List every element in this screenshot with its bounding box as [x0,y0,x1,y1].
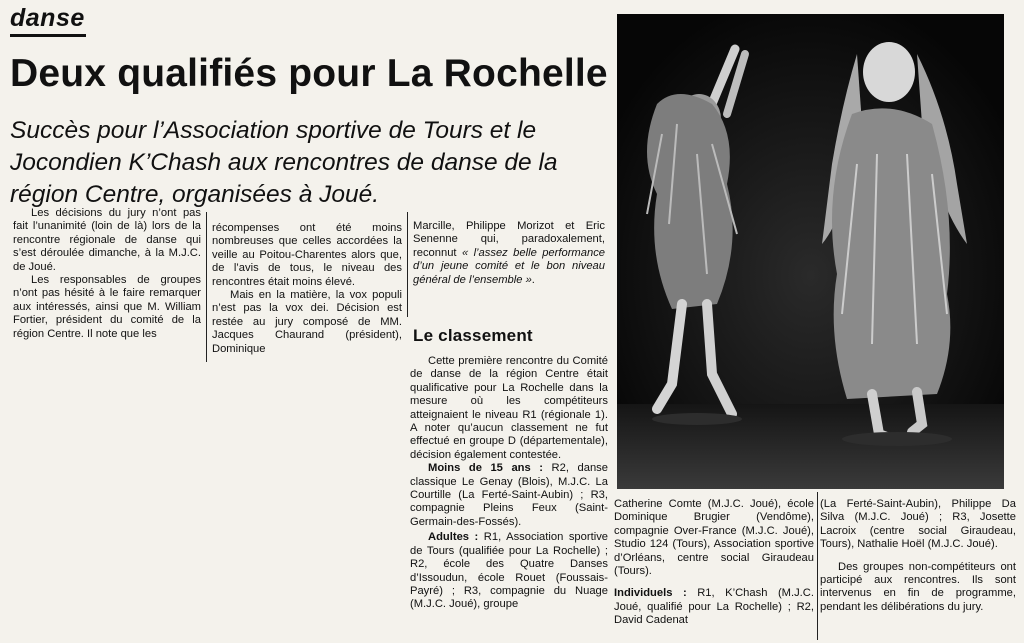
classement-adultes [410,531,608,611]
paragraph-end: . [531,273,535,286]
dancers-illustration [617,14,1004,489]
paragraph: récompenses ont été moins nombreuses que celles accordées la veille au Poitou-Charentes alors que, de l’avis de tous, le niveau des rencontres était moins élevé. [212,222,402,288]
paragraph [413,220,605,287]
article-column-1 [13,207,201,341]
column-rule [206,212,207,362]
article-column-2 [212,222,402,356]
classement-intro: Cette première rencontre du Comité de danse de la région Centre était qualificative pour La Rochelle dans la mesure où les compétiteurs atteignaient le niveau R1 (régionale 1). A noter qu’aucun classement ne fut effectué en groupe D (départementale), décision également contestée. [410,355,608,461]
paragraph: Des groupes non-compétiteurs ont participé aux rencontres. Ils sont intervenus en fin de programme, pendant les délibérations du jury. [820,560,1016,613]
paragraph: Les décisions du jury n’ont pas fait l’unanimité (loin de là) lors de la rencontre régionale de danse qui s’est déroulée dimanche, à la M.J.C. de Joué. [13,207,201,273]
jury-quote: « l’assez belle performance d’un jeune comité et le bon niveau général de l’ensemble » [413,246,606,286]
classement-heading: Le classement [413,326,533,345]
paragraph: Catherine Comte (M.J.C. Joué), école Dominique Brugier (Vendôme), compagnie Over-France (M.J.C. Joué), Studio 124 (Tours), Association sportive d’Orléans, centre social Giraudeau (Tours). [614,498,814,578]
article-column-3 [413,220,605,287]
category-results: R2, danse classique Le Genay (Blois), M.J.C. La Courtille (La Ferté-Saint-Aubin) ; R3, compagnie Pleins Feux (Saint-Germain-des-Fossés). [410,462,608,528]
section-rubric: danse [10,4,86,37]
article-column-6 [820,498,1016,614]
article-headline: Deux qualifiés pour La Rochelle [10,52,608,95]
category-label: Individuels : [614,587,687,600]
classement-column [410,355,608,612]
category-label: Adultes : [428,531,479,544]
article-column-5 [614,498,814,628]
paragraph-text: Marcille, Philippe Morizot et Eric Senenne qui, paradoxalement, reconnut [413,220,605,259]
category-label: Moins de 15 ans : [428,462,544,475]
category-results: R1, Association sportive de Tours (qualifiée pour La Rochelle) ; R2, école des Quatre Danses d’Issoudun, école Rouet (Foussais-Payré) ; R3, compagnie du Nuage (M.J.C. Joué), groupe [410,531,609,611]
classement-moins-15 [410,462,608,529]
column-rule [817,492,818,640]
article-subheadline: Succès pour l’Association sportive de Tours et le Jocondien K’Chash aux rencontres de danse de la région Centre, organisées à Joué. [10,117,558,208]
paragraph: (La Ferté-Saint-Aubin), Philippe Da Silva (M.J.C. Joué) ; R3, Josette Lacroix (centre social Giraudeau, Tours), Nathalie Hoël (M.J.C. Joué). [820,498,1016,551]
dance-photo [617,14,1004,489]
paragraph: Mais en la matière, la vox populi n’est pas la vox dei. Décision est restée au jury composé de MM. Jacques Chaurand (président), Dominique [212,289,402,355]
classement-individuels [614,587,814,627]
paragraph: Les responsables de groupes n’ont pas hésité à le faire remarquer aux intéressés, ainsi que M. William Fortier, président du comité de la région Centre. Il note que les [13,274,201,340]
column-rule [407,212,408,317]
category-results: R1, K’Chash (M.J.C. Joué, qualifié pour La Rochelle) ; R2, David Cadenat [614,587,814,627]
